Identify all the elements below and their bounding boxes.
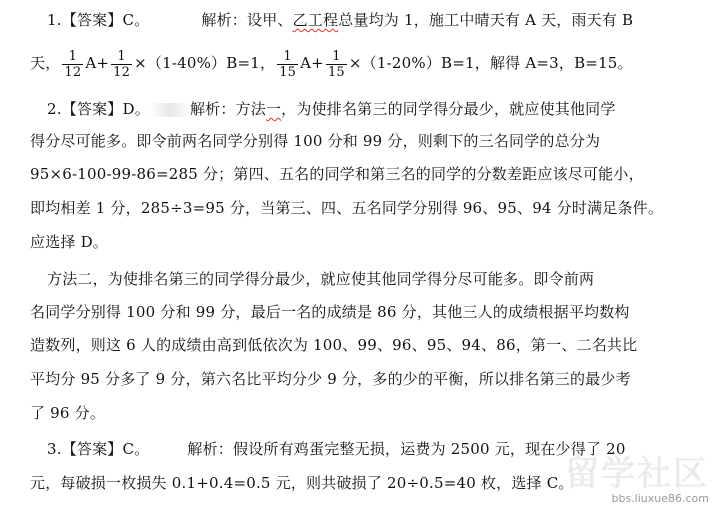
q2-answer: 2.【答案】D。	[47, 100, 150, 118]
q1-underlined-text: 乙工程	[292, 11, 339, 29]
q2-line-5: 应选择 D。	[30, 233, 108, 251]
q3-line-1-tail: 解析：假设所有鸡蛋完整无损，运费为 2500 元，现在少得了 20	[187, 440, 626, 458]
q2-underlined-text: 一	[265, 100, 282, 118]
q1-answer: 1.【答案】C。	[47, 11, 150, 29]
fraction-denominator: 15	[279, 64, 297, 80]
q1-line-1	[47, 10, 633, 30]
q3-line-1	[47, 439, 626, 459]
q2-line-1	[47, 99, 616, 119]
q1-text-c: ×（1-40%）B=1，	[134, 54, 276, 72]
fraction-1-15-b	[326, 49, 347, 80]
fraction-1-12	[62, 49, 83, 80]
fraction-numerator: 1	[68, 48, 78, 64]
q2-line-4: 即均相差 1 分，285÷3=95 分，当第三、四、五名同学分别得 96、95、94 分时满足条件。	[30, 199, 664, 217]
fraction-denominator: 12	[64, 64, 82, 80]
q3-line-2: 元，每破损一枚损失 0.1+0.4=0.5 元，则共破损了 20÷0.5=40 枚，选择 C。	[30, 474, 574, 492]
q1-analysis-label: 解析：设甲、	[201, 11, 293, 29]
q1-text-e: ×（1-20%）B=1，解得 A=3，B=15。	[348, 54, 633, 72]
q1-text-a: 天，	[30, 54, 61, 72]
fraction-1-12-b	[111, 49, 132, 80]
q2-analysis-label: 解析：方法	[189, 100, 266, 118]
q1-line-2	[30, 46, 633, 80]
smudge-mark	[150, 103, 190, 117]
q2-method2-line-1: 方法二，为使排名第三的同学得分最少，就应使其他同学得分尽可能多。即令前两	[47, 270, 595, 288]
fraction-denominator: 12	[113, 64, 131, 80]
q2-method2-line-2: 名同学分别得 100 分和 99 分，最后一名的成绩是 86 分，其他三人的成绩根据平均数构	[30, 303, 630, 321]
fraction-numerator: 1	[117, 48, 126, 64]
q3-answer: 3.【答案】C。	[47, 440, 150, 458]
watermark-logo: 留学社区	[565, 454, 709, 494]
q1-text-b: A+	[85, 54, 110, 72]
q2-method2-line-5: 了 96 分。	[30, 404, 106, 422]
fraction-1-15	[277, 49, 298, 80]
fraction-numerator: 1	[283, 48, 292, 64]
q2-line-3: 95×6-100-99-86=285 分；第四、五名的同学和第三名的同学的分数差距应该尽可能小，	[30, 165, 644, 183]
q1-text-d: A+	[300, 54, 324, 72]
fraction-denominator: 15	[327, 64, 345, 80]
q1-line-1-tail: 总量均为 1，施工中晴天有 A 天，雨天有 B	[338, 11, 634, 29]
fraction-numerator: 1	[332, 48, 341, 64]
site-watermark	[565, 456, 709, 505]
q2-line-1-tail: ，为使排名第三的同学得分最少，就应使其他同学	[281, 100, 616, 118]
q2-line-2: 得分尽可能多。即令前两名同学分别得 100 分和 99 分，则剩下的三名同学的总分为	[30, 132, 601, 150]
watermark-url: bbs.liuxue86.com	[611, 492, 709, 505]
q2-method2-line-4: 平均分 95 分多了 9 分，第六名比平均分少 9 分，多的少的平衡，所以排名第三的最少考	[30, 370, 631, 388]
q2-method2-line-3: 造数列，则这 6 人的成绩由高到低依次为 100、99、96、95、94、86，第一、二名共比	[30, 336, 638, 354]
